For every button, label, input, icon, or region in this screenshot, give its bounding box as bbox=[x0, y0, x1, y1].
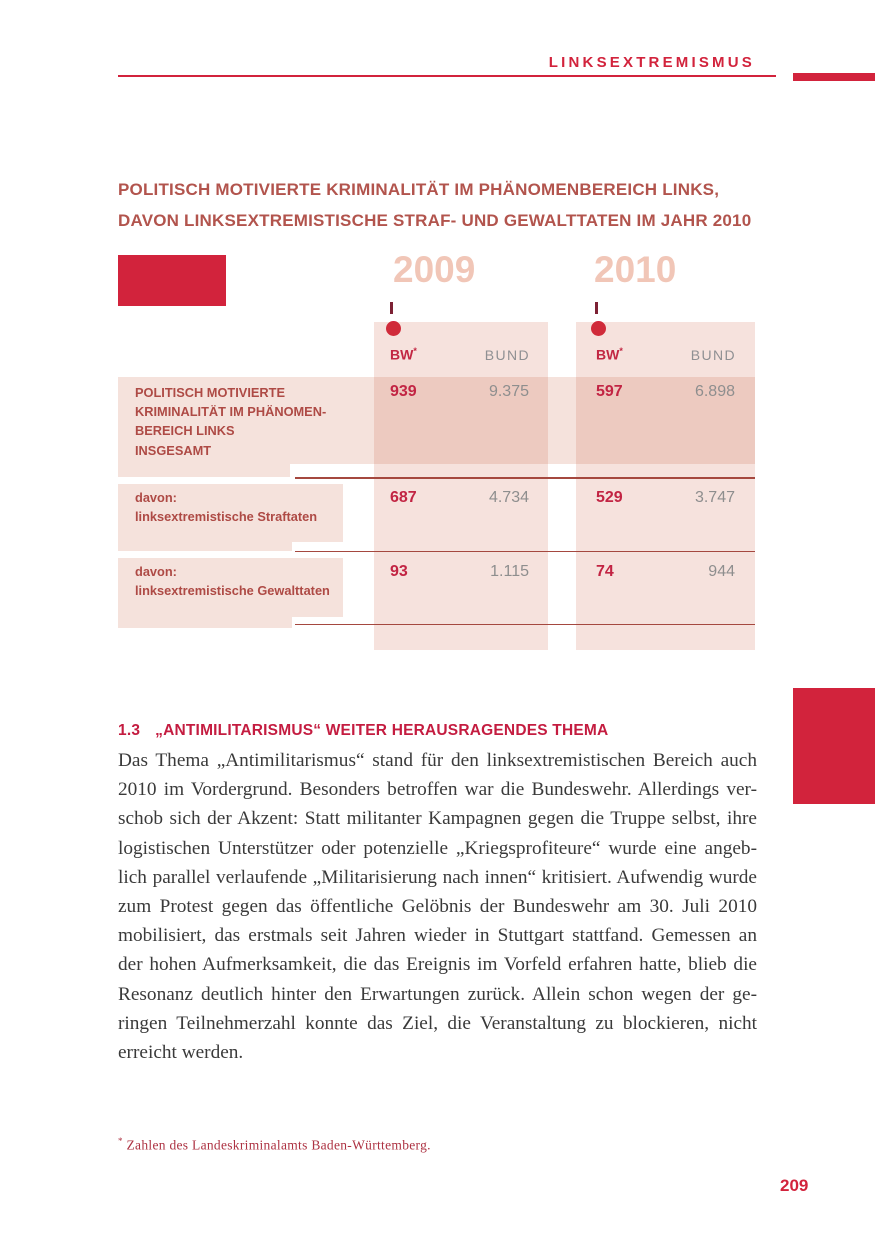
margin-accent-block bbox=[793, 688, 875, 804]
year-tick-2010 bbox=[595, 302, 598, 314]
row-divider bbox=[295, 551, 755, 553]
value-bund: 1.115 bbox=[490, 563, 529, 580]
value-bw: 687 bbox=[390, 489, 417, 506]
value-bund: 4.734 bbox=[488, 489, 529, 506]
section-heading-text: „ANTIMILITARISMUS“ WEITER HERAUSRAGENDES THEMA bbox=[155, 722, 609, 739]
body-line: 2010 im Vordergrund. Besonders betroffen war die Bundeswehr. Allerdings ver- bbox=[118, 779, 757, 801]
column-header-bund: BUND bbox=[690, 346, 736, 363]
row-label-gewalttaten: davon: linksextremistische Gewalttaten bbox=[135, 564, 330, 599]
table-title-line-1: POLITISCH MOTIVIERTE KRIMINALITÄT IM PHÄNOMENBEREICH LINKS, bbox=[118, 180, 720, 199]
column-bg-2010 bbox=[576, 322, 755, 650]
page-number: 209 bbox=[780, 1176, 809, 1195]
body-line: mobilisiert, das erstmals seit Jahren wieder in Stuttgart stattfand. Gemessen an bbox=[118, 925, 757, 947]
body-line: zum Protest gegen das öffentliche Gelöbnis der Bundeswehr am 30. Juli 2010 bbox=[118, 895, 757, 917]
section-number: 1.3 bbox=[118, 722, 141, 739]
row-divider bbox=[295, 477, 755, 479]
year-label-2009: 2009 bbox=[393, 249, 476, 290]
page-header-label: LINKSEXTREMISMUS bbox=[548, 54, 755, 71]
values-row3-2010 bbox=[596, 563, 735, 581]
row-label-total: POLITISCH MOTIVIERTE KRIMINALITÄT IM PHÄNOMEN- BEREICH LINKS INSGESAMT bbox=[135, 385, 327, 458]
value-bund: 9.375 bbox=[488, 383, 529, 400]
column-header-2010 bbox=[596, 346, 736, 363]
footnote-marker: * bbox=[619, 346, 623, 356]
column-header-bw: BW* bbox=[390, 346, 417, 363]
header-accent-bar bbox=[793, 73, 875, 81]
body-line: schob sich der Akzent: Statt militanter Kampagnen gegen die Truppe selbst, ihre bbox=[118, 808, 757, 830]
body-paragraph bbox=[118, 746, 757, 1067]
values-row2-2009 bbox=[390, 489, 529, 507]
value-bund: 944 bbox=[708, 563, 735, 580]
values-row1-2010 bbox=[596, 383, 735, 401]
column-bg-2009 bbox=[374, 322, 548, 650]
row-divider bbox=[295, 624, 755, 626]
value-bw: 529 bbox=[596, 489, 623, 506]
values-row1-2009 bbox=[390, 383, 529, 401]
legend-red-block bbox=[118, 255, 226, 306]
values-row2-2010 bbox=[596, 489, 735, 507]
column-header-2009 bbox=[390, 346, 530, 363]
body-line: der hohen Aufmerksamkeit, die das Ereignis im Vorfeld erfahren hatte, blieb die bbox=[118, 954, 757, 976]
section-heading bbox=[118, 722, 608, 740]
value-bw: 939 bbox=[390, 383, 417, 400]
footnote-text: Zahlen des Landeskriminalamts Baden-Württemberg. bbox=[126, 1137, 431, 1153]
body-line: lich parallel verlaufende „Militarisierung nach innen“ kritisiert. Aufwendig wurde bbox=[118, 866, 757, 888]
column-header-bw: BW* bbox=[596, 346, 623, 363]
footnote bbox=[118, 1136, 431, 1154]
value-bund: 6.898 bbox=[694, 383, 735, 400]
value-bw: 597 bbox=[596, 383, 623, 400]
header-rule bbox=[118, 75, 776, 77]
year-label-2010: 2010 bbox=[594, 249, 677, 290]
values-row3-2009 bbox=[390, 563, 529, 581]
value-bund: 3.747 bbox=[694, 489, 735, 506]
footnote-marker: * bbox=[413, 346, 417, 356]
footnote-marker: * bbox=[118, 1136, 123, 1146]
table-title-line-2: DAVON LINKSEXTREMISTISCHE STRAF- UND GEWALTTATEN IM JAHR 2010 bbox=[118, 211, 752, 230]
body-line: erreicht werden. bbox=[118, 1041, 244, 1063]
value-bw: 74 bbox=[596, 563, 614, 580]
body-line: ringen Teilnehmerzahl konnte das Ziel, die Veranstaltung zu blockieren, nicht bbox=[118, 1012, 757, 1034]
body-line: Das Thema „Antimilitarismus“ stand für den linksextremistischen Bereich auch bbox=[118, 750, 757, 771]
body-line: logistischen Unterstützer oder potenzielle „Kriegsprofiteure“ wurde eine angeb- bbox=[118, 837, 757, 859]
year-tick-2009 bbox=[390, 302, 393, 314]
table-title bbox=[118, 174, 778, 236]
body-line: Resonanz deutlich hinter den Erwartungen zurück. Allein schon wegen der ge- bbox=[118, 983, 757, 1005]
value-bw: 93 bbox=[390, 563, 408, 580]
row-label-straftaten: davon: linksextremistische Straftaten bbox=[135, 490, 318, 525]
column-header-bund: BUND bbox=[484, 346, 530, 363]
